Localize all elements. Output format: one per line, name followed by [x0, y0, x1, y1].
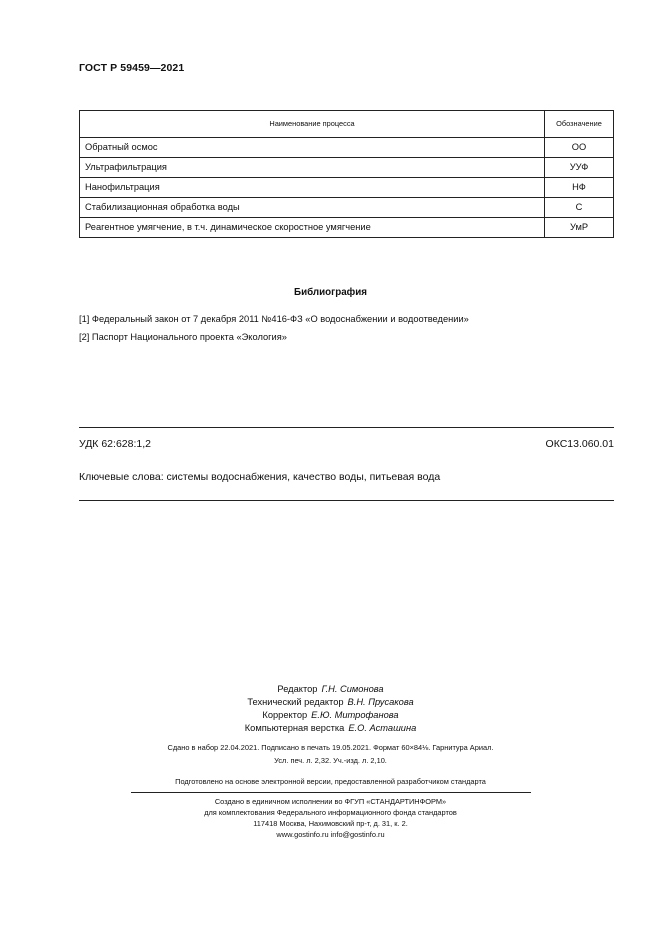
divider	[79, 500, 614, 501]
table-row	[80, 158, 614, 178]
process-abbr: УУФ	[545, 158, 614, 178]
publisher-info: для комплектования Федерального информационного фонда стандартов	[204, 808, 457, 817]
process-abbr: С	[545, 198, 614, 218]
process-table	[79, 110, 614, 238]
prepared-note: Подготовлено на основе электронной версии, предоставленной разработчиком стандарта	[175, 777, 486, 786]
udc-code: УДК 62:628:1,2	[79, 438, 151, 450]
document-code: ГОСТ Р 59459—2021	[79, 62, 185, 74]
credit-person: Г.Н. Симонова	[321, 684, 384, 694]
column-header-name: Наименование процесса	[80, 111, 545, 138]
process-name: Нанофильтрация	[80, 178, 545, 198]
process-abbr: УмР	[545, 218, 614, 238]
table-row	[80, 198, 614, 218]
credit-role: Компьютерная верстка	[244, 723, 345, 733]
divider	[131, 792, 531, 793]
table-row	[80, 178, 614, 198]
process-name: Обратный осмос	[80, 138, 545, 158]
credit-person: Е.Ю. Митрофанова	[311, 710, 399, 720]
process-name: Ультрафильтрация	[80, 158, 545, 178]
credit-person: Е.О. Асташина	[348, 723, 417, 733]
table-header-row	[80, 111, 614, 138]
credit-person: В.Н. Прусакова	[347, 697, 414, 707]
credit-line	[0, 723, 661, 733]
divider	[79, 427, 614, 428]
process-name: Стабилизационная обработка воды	[80, 198, 545, 218]
publisher-address: 117418 Москва, Нахимовский пр-т, д. 31, к. 2.	[253, 819, 408, 828]
publication-info: Сдано в набор 22.04.2021. Подписано в печать 19.05.2021. Формат 60×84⅛. Гарнитура Ариал.	[167, 743, 494, 752]
publication-info: Усл. печ. л. 2,32. Уч.-изд. л. 2,10.	[274, 756, 387, 765]
credit-role: Технический редактор	[247, 697, 344, 707]
process-abbr: НФ	[545, 178, 614, 198]
publisher-contacts: www.gostinfo.ru info@gostinfo.ru	[276, 830, 385, 839]
oks-code: ОКС13.060.01	[545, 438, 614, 450]
credit-line	[0, 684, 661, 694]
bibliography-item: [1] Федеральный закон от 7 декабря 2011 №416-ФЗ «О водоснабжении и водоотведении»	[79, 314, 469, 324]
table-row	[80, 138, 614, 158]
keywords: Ключевые слова: системы водоснабжения, качество воды, питьевая вода	[79, 471, 441, 483]
credit-line	[0, 697, 661, 707]
credit-role: Редактор	[277, 684, 318, 694]
credit-line	[0, 710, 661, 720]
publisher-info: Создано в единичном исполнении во ФГУП «СТАНДАРТИНФОРМ»	[214, 797, 447, 806]
bibliography-item: [2] Паспорт Национального проекта «Экология»	[79, 332, 287, 342]
column-header-abbr: Обозначение	[545, 111, 614, 138]
bibliography-heading: Библиография	[294, 287, 367, 298]
process-name: Реагентное умягчение, в т.ч. динамическое скоростное умягчение	[80, 218, 545, 238]
process-abbr: ОО	[545, 138, 614, 158]
table-row	[80, 218, 614, 238]
credit-role: Корректор	[262, 710, 308, 720]
